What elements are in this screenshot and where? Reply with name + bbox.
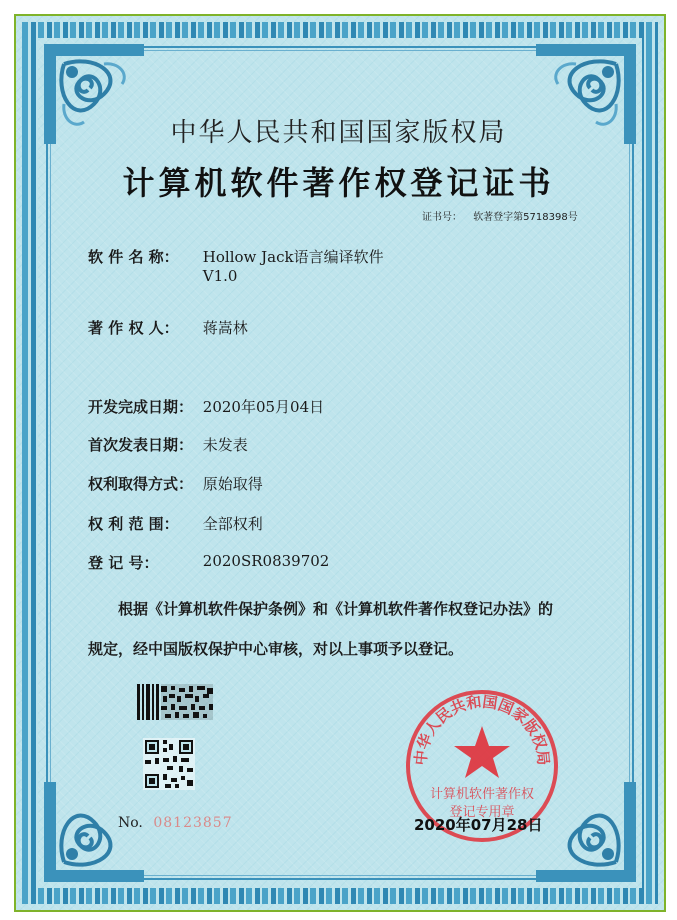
field-value: 原始取得 (202, 475, 263, 493)
field-first-publication (88, 434, 248, 455)
seal-arc-text: 中华人民共和国国家版权局 (411, 692, 553, 766)
issuer-heading: 中华人民共和国国家版权局 (170, 118, 507, 148)
field-value: 蒋嵩林 (202, 319, 248, 337)
statement-line-2: 规定，经中国版权保护中心审核，对以上事项予以登记。 (88, 640, 464, 658)
barcode-icon (137, 684, 215, 720)
field-value: 2020SR0839702 (202, 552, 330, 570)
certificate-title: 计算机软件著作权登记证书 (122, 164, 555, 202)
certificate-number-label: 证书号： (422, 212, 462, 223)
field-label: 软 件 名 称： (88, 248, 179, 266)
field-value (203, 246, 384, 285)
statement-line-1: 根据《计算机软件保护条例》和《计算机软件著作权登记办法》的 (118, 600, 554, 618)
seal-star-icon (454, 726, 510, 778)
field-copyright-owner (88, 317, 248, 338)
corner-ornament-icon (34, 772, 154, 892)
certificate-number (422, 208, 578, 223)
field-rights-scope (88, 513, 263, 534)
field-completion-date (88, 396, 324, 417)
seal-line-1: 计算机软件著作权 (429, 787, 535, 802)
field-acquisition-method (88, 473, 263, 494)
field-software-name (88, 246, 384, 285)
issue-date: 2020年07月28日 (414, 816, 543, 834)
field-value: 全部权利 (202, 515, 263, 533)
field-label: 权利取得方式： (88, 475, 194, 493)
qr-code-icon (143, 738, 195, 790)
serial-value: 08123857 (153, 815, 233, 831)
software-version-value: V1.0 (202, 267, 238, 285)
software-name-value: Hollow Jack语言编译软件 (202, 248, 384, 266)
field-label: 登 记 号： (88, 554, 159, 572)
field-label: 著 作 权 人： (88, 319, 179, 337)
field-label: 权 利 范 围： (88, 515, 179, 533)
serial-prefix: No. (118, 815, 143, 831)
field-value: 未发表 (202, 436, 248, 454)
field-label: 开发完成日期： (88, 398, 194, 416)
seal-line-2: 登记专用章 (449, 805, 515, 820)
certificate-number-value: 软著登字第5718398号 (473, 212, 578, 223)
field-value: 2020年05月04日 (202, 398, 325, 416)
field-label: 首次发表日期： (88, 436, 194, 454)
field-registration-number (88, 552, 329, 573)
serial-number (118, 815, 233, 831)
